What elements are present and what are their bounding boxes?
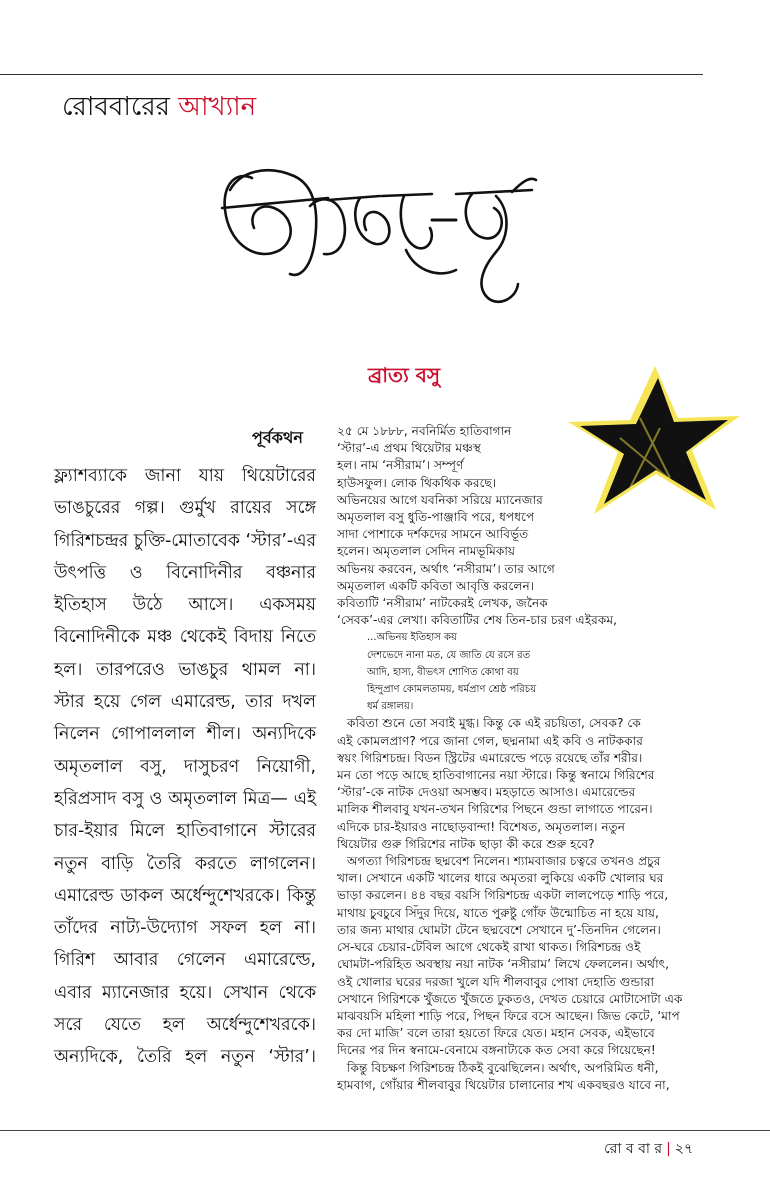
calligraphic-title xyxy=(210,150,540,325)
article-line: ‘স্টার’-এ প্রথম থিয়েটার মঞ্চস্থ xyxy=(337,441,481,456)
article-line: ঘোমটা-পরিহিত অবস্থায় নয়া নাটক ‘নসীরাম’ লিখে ফেললেন। অর্থাৎ, xyxy=(337,957,669,972)
article-line: মন তো পড়ে আছে হাতিবাগানের নয়া স্টারে। কিন্তু স্বনামে গিরিশের xyxy=(337,768,655,783)
poem-line: দেশভেদে নানা মত, যে জাতি যে রসে রত xyxy=(367,649,531,661)
article-line: সেখানে গিরিশকে খুঁজতে খুঁজতে ঢুকতও, দেখত চেয়ারে মোটাসোটা এক xyxy=(337,991,683,1006)
article-line: ভাড়া করলেন। ৪৪ বছর বয়সি গিরিশচন্দ্র একটা লালপেড়ে শাড়ি পরে, xyxy=(337,888,669,903)
page-number: ২৭ xyxy=(674,1141,694,1157)
poem-line: আদি, হাস্য, বীভৎস শোণিত কোথা বয় xyxy=(367,666,519,678)
article-line: তার জন্য মাথার ঘোমটা টেনে ছদ্মবেশে সেখানে দু’-তিনদিন গেলেন। xyxy=(337,922,661,937)
footer-separator: | xyxy=(666,1141,671,1157)
author-byline: ব্রাত্য বসু xyxy=(368,363,441,387)
article-line: কবিতা শুনে তো সবাই মুগ্ধ। কিন্তু কে এই রচয়িতা, সেবক? কে xyxy=(347,716,641,731)
article-line: ‘সেবক’-এর লেখা। কবিতাটির শেষ তিন-চার চরণ এইরকম, xyxy=(337,613,618,628)
article-line: স্বয়ং গিরিশচন্দ্র। বিডন স্ট্রিটের এমারেল্ডে পড়ে রয়েছে তাঁর শরীর। xyxy=(337,750,643,765)
prologue-heading: পূর্বকথন xyxy=(252,428,303,447)
magazine-name: রো ব বা র xyxy=(604,1141,663,1157)
bottom-rule xyxy=(0,1130,770,1131)
article-line: সাদা পোশাকে দর্শকদের সামনে আবির্ভূত xyxy=(337,527,529,542)
poem-line: ...অভিনয় ইতিহাস কয় xyxy=(367,632,457,644)
article-line: খাল। সেখানে একটি খালের ধারে অমৃতরা লুকিয়ে একটি খোলার ঘর xyxy=(337,871,664,886)
article-line: ২৫ মে ১৮৮৮, নবনির্মিত হাতিবাগান xyxy=(337,424,512,438)
poem-line: হিন্দুপ্রাণ কোমলতাময়, ধর্মপ্রাণ শ্রেষ্ঠ পরিচয় xyxy=(367,684,537,696)
article-line: এই কোমলপ্রাণ? পরে জানা গেল, ছদ্মনামা এই কবি ও নাটককার xyxy=(337,733,643,748)
article-line: অমৃতলাল একটি কবিতা আবৃত্তি করলেন। xyxy=(337,578,535,593)
article-line: হল। নাম ‘নসীরাম’। সম্পূর্ণ xyxy=(337,458,464,473)
main-article xyxy=(337,423,717,1094)
article-line: মালিক শীলবাবু যখন-তখন গিরিশের পিছনে গুন্ডা লাগাতে পারেন। xyxy=(337,802,653,817)
article-line: অমৃতলাল বসু ধুতি-পাঞ্জাবি পরে, ধপধপে xyxy=(337,510,535,525)
article-line: অভিনয় করবেন, অর্থাৎ ‘নসীরাম’। তার আগে xyxy=(337,561,555,576)
article-line: সে-ঘরে চেয়ার-টেবিল আগে থেকেই রাখা থাকত। গিরিশচন্দ্র ওই xyxy=(337,940,641,955)
article-line: হাউসফুল। লোক থিকথিক করছে। xyxy=(337,475,497,490)
article-line: অগত্যা গিরিশচন্দ্র ছদ্মবেশ নিলেন। শ্যামবাজার চত্বরে তখনও প্রচুর xyxy=(347,854,661,869)
article-line: হলেন। অমৃতলাল সেদিন নামভূমিকায় xyxy=(337,544,516,559)
article-line: হামবাগ, গোঁয়ার শীলবাবুর থিয়েটার চালানোর শখ একবছরও যাবে না, xyxy=(337,1077,670,1092)
prologue-text: ফ্ল্যাশব্যাকে জানা যায় থিয়েটারের ভাঙচুরের গল্প। গুর্মুখ রায়ের সঙ্গে গিরিশচন্দ্রর চুক্তি-মোতাবেক ‘স্টার’-এর উৎপত্তি ও বিনোদিনীর বঞ্চনার ইতিহাস উঠে আসে। একসময় বিনোদিনীকে মঞ্চ থেকেই বিদায় নিতে হল। তারপরেও ভাঙচুর থামল না। স্টার হয়ে গেল এমারেল্ড, তার দখল নিলেন গোপাললাল শীল। অন্যদিকে অমৃতলাল বসু, দাসুচরণ নিয়োগী, হরিপ্রসাদ বসু ও অমৃতলাল মিত্র— এই চার-ইয়ার মিলে হাতিবাগানে স্টারের নতুন বাড়ি তৈরি করতে লাগলেন। এমারেল্ড ডাকল অর্ধেন্দুশেখরকে। কিন্তু তাঁদের নাট্য-উদ্যোগ সফল হল না। গিরিশ আবার গেলেন এমারেল্ডে, এবার ম্যানেজার হয়ে। সেখান থেকে সরে যেতে হল অর্ধেন্দুশেখরকে। অন্যদিকে, তৈরি হল নতুন ‘স্টার’। xyxy=(54,466,317,1068)
article-line: মাথায় চুবচুবে সিঁদুর দিয়ে, যাতে পুরুষ্টু গোঁফ উন্মোচিত না হয়ে যায়, xyxy=(337,905,659,920)
article-line: কবিতাটি ‘নসীরাম’ নাটকেরই লেখক, জনৈক xyxy=(337,596,548,611)
article-line: কিন্তু বিচক্ষণ গিরিশচন্দ্র ঠিকই বুঝেছিলেন। অর্থাৎ, অপরিমিত ধনী, xyxy=(347,1060,659,1075)
section-label-part1: রোববারের xyxy=(62,92,170,122)
page-footer xyxy=(604,1137,693,1161)
article-line: কর দো মাজি’ বলে তারা হয়তো ফিরে যেত। মহান সেবক, এইভাবে xyxy=(337,1026,655,1041)
section-label xyxy=(62,86,256,130)
section-label-part2: আখ্যান xyxy=(178,92,257,122)
article-line: মাঝবয়সি মহিলা শাড়ি পরে, পিছন ফিরে বসে আছেন। জিভ কেটে, ‘মাপ xyxy=(337,1008,680,1023)
article-line: অভিনয়ের আগে যবনিকা সরিয়ে ম্যানেজার xyxy=(337,492,543,507)
poem-line: ধর্ম রঙ্গালয়। xyxy=(367,701,414,713)
article-line: এদিকে চার-ইয়ারও নাছোড়বান্দা! বিশেষত, অমৃতলাল। নতুন xyxy=(337,819,626,834)
article-line: ওই খোলার ঘরের দরজা খুলে যদি শীলবাবুর পোষা দেহাতি গুন্ডারা xyxy=(337,974,655,989)
article-line: থিয়েটার গুরু গিরিশের নাটক ছাড়া কী করে শুরু হবে? xyxy=(337,836,595,851)
article-line: দিনের পর দিন স্বনামে-বেনামে বঙ্গনাট্যকে কত সেবা করে গিয়েছেন! xyxy=(337,1043,656,1058)
top-rule xyxy=(0,74,703,75)
article-line: ‘স্টার’-কে নাটক দেওয়া অসম্ভব। মহড়াতে আসাও। এমারেল্ডের xyxy=(337,785,636,800)
